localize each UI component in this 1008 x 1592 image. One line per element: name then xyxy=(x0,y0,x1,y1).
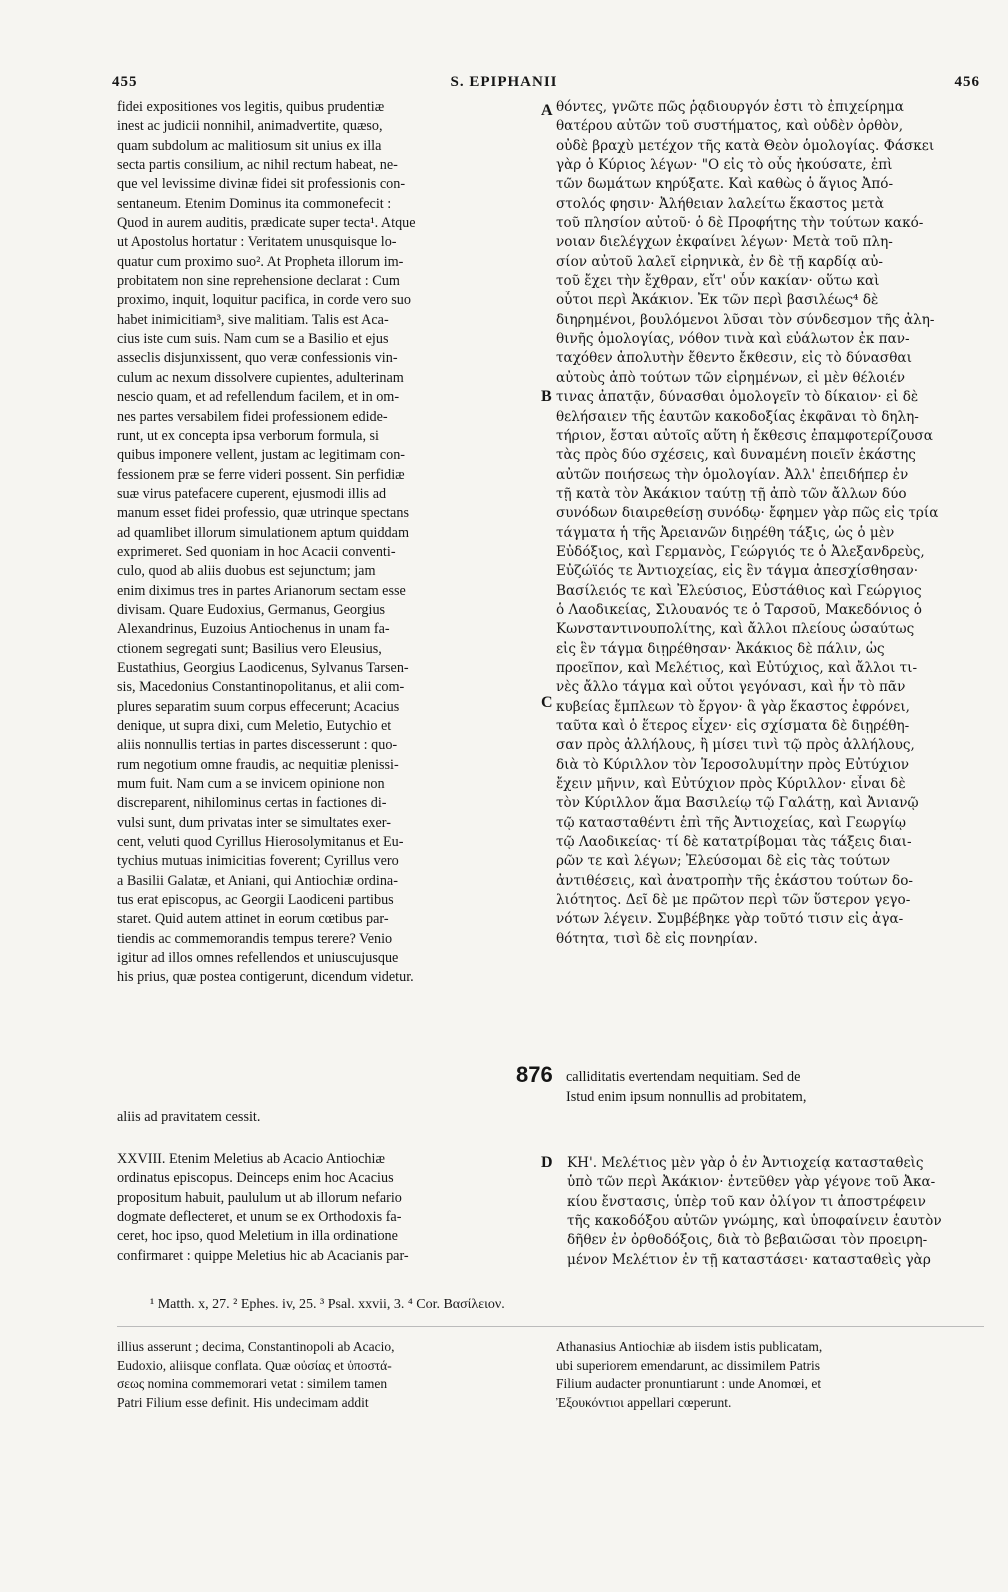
text-line: secta partis consilium, ac nihil rectum habeat, ne- xyxy=(117,157,398,174)
text-line: συνόδων διαιρεθείσῃ συνόδῳ· ἔφημεν γὰρ πῶς εἰς τρία xyxy=(556,505,939,522)
text-line: Κωνσταντινουπολίτης, καὶ ἄλλοι πλείους ὡσαύτως xyxy=(556,621,915,638)
text-line: rum negotium omne fraudis, ac nequitiæ plenissi- xyxy=(117,756,399,773)
greek-continuation-line xyxy=(566,1068,984,1087)
text-line: σίον αὐτοῦ λαλεῖ εἰρηνικὰ, ἐν δὲ τῇ καρδίᾳ αὐ- xyxy=(556,253,884,270)
text-line: denique, ut supra dixi, cum Meletio, Eutychio et xyxy=(117,718,392,734)
text-line: vulsi sunt, dum privatas inter se simultates exer- xyxy=(117,814,391,831)
text-line: nescio quam, et ad refellendum facilem, et in om- xyxy=(117,389,400,406)
text-line: XXVIII. Etenim Meletius ab Acacio Antiochiæ xyxy=(117,1151,385,1167)
text-line: ut Apostolus hortatur : Veritatem unusquisque lo- xyxy=(117,234,397,251)
text-line: sis, Macedonius Constantinopolitanus, et alii com- xyxy=(117,679,405,696)
text-line: τὰς πρὸς δύο σχέσεις, καὶ δυναμένη ποιεῖν ἑκάστης xyxy=(556,447,916,464)
text-line: cius iste cum suis. Nam cum se a Basilio et ejus xyxy=(117,331,389,348)
page-number-left: 455 xyxy=(112,74,138,90)
latin-continuation-line xyxy=(566,1088,984,1107)
text-line: διηρημένοι, βουλόμενοι λῦσαι τὸν σύνδεσμον τῆς ἀλη- xyxy=(556,311,935,328)
text-line: inest ac judicii nonnihil, animadvertite, quæso, xyxy=(117,118,383,135)
text-line: ὁ Λαοδικείας, Σιλουανός τε ὁ Ταρσοῦ, Μακεδόνιος ὁ xyxy=(556,601,922,618)
text-line: θινῆς ὁμολογίας, νόθον τινὰ καὶ εὐάλωτον ἐκ παν- xyxy=(556,331,910,348)
text-line: sentaneum. Etenim Dominus ita commonefecit : xyxy=(117,195,392,212)
footnote-divider xyxy=(117,1326,984,1327)
text-line: Alexandrinus, Euzoius Antiochenus in unam fa- xyxy=(117,621,390,638)
text-line: culo, quod ab aliis duobus est sejunctum; jam xyxy=(117,563,376,580)
text-line: εἰς ἓν τάγμα διῃρέθησαν· Ἀκάκιος δὲ πάλιν, ὡς xyxy=(556,640,885,657)
text-line: dogmate deflecteret, et unum se ex Orthodoxis fa- xyxy=(117,1209,402,1226)
text-line: tychius mutuas inimicitias foverent; Cyrillus vero xyxy=(117,853,399,870)
text-line: κυβείας ἔμπλεων τὸ ἔργον· ἃ γὰρ ἕκαστος ἐφρόνει, xyxy=(556,698,910,715)
text-line: Eudoxio, aliisque conflata. Quæ οὐσίας et ὑποστά- xyxy=(117,1357,392,1373)
text-line: Filium audacter pronuntiarunt : unde Anomœi, et xyxy=(556,1376,822,1391)
greek-column-bottom xyxy=(567,1154,984,1270)
text-line: τήριον, ἔσται αὐτοῖς αὕτη ἡ ἔκθεσις ἐπαμφοτερίζουσα xyxy=(556,427,933,444)
text-line: tiendis ac commemorandis tempus terere? Venio xyxy=(117,930,393,947)
text-line: γὰρ ὁ Κύριος λέγων· "Ο εἰς τὸ οὖς ἠκούσατε, ἐπὶ xyxy=(556,157,893,174)
text-line: τινας ἀπατᾷν, δύνασθαι ὁμολογεῖν τὸ δίκαιον· εἰ δὲ xyxy=(556,389,919,406)
text-line: aliis nonnullis tertias in partes discesserunt : quo- xyxy=(117,737,398,754)
text-line: ΚΗ'. Μελέτιος μὲν γὰρ ὁ ἐν Ἀντιοχείᾳ κατασταθεὶς xyxy=(567,1155,924,1171)
text-line: habet inimicitiam³, sive malitiam. Talis est Aca- xyxy=(117,311,389,328)
text-line: manum esset fidei professio, quæ utrinque spectans xyxy=(117,505,409,522)
text-line: calliditatis evertendam nequitiam. Sed de xyxy=(566,1069,801,1085)
text-line: Patri Filium esse definit. His undecimam addit xyxy=(117,1394,369,1410)
text-line: προεῖπον, καὶ Μελέτιος, καὶ Εὐτύχιος, καὶ ἄλλοι τι- xyxy=(556,659,918,676)
text-line: οὗτοι περὶ Ἀκάκιον. Ἐκ τῶν περὶ βασιλέως⁴ δὲ xyxy=(556,292,879,309)
text-line: θελήσαιεν τῆς ἑαυτῶν κακοδοξίας ἐκφᾶναι τὸ δηλη- xyxy=(556,408,919,425)
text-line: λιότητος. Δεῖ δὲ με πρῶτον περὶ τῶν ὕστερον γεγο- xyxy=(556,892,911,909)
text-line: διὰ τὸ Κύριλλον τὸν Ἱεροσολυμίτην πρὸς Εὐτύχιον xyxy=(556,756,910,773)
text-line: cent, veluti quod Cyrillus Hierosolymitanus et Eu- xyxy=(117,834,404,851)
text-line: τοῦ πλησίον αὐτοῦ· ὁ δὲ Προφήτης τὴν τούτων κακό- xyxy=(556,215,924,232)
text-line: plures separatim suum corpus effecerunt; Acacius xyxy=(117,698,400,715)
text-line: Βασίλειός τε καὶ Ἐλεύσιος, Εὐστάθιος καὶ Γεώργιος xyxy=(556,582,922,599)
text-line: νότων λέγειν. Συμβέβηκε γὰρ τοῦτό τισιν εἰς ἀγα- xyxy=(556,911,904,928)
text-line: tus erat episcopus, ac Georgii Laodiceni partibus xyxy=(117,892,394,909)
latin-column-top xyxy=(117,98,540,988)
text-line: θόντες, γνῶτε πῶς ῥᾳδιουργόν ἐστι τὸ ἐπιχείρημα xyxy=(556,99,904,115)
text-line: fidei expositiones vos legitis, quibus prudentiæ xyxy=(117,99,385,115)
text-line: quam subdolum ac malitiosum sit unius ex illa xyxy=(117,137,382,154)
text-line: mum fuit. Nam cum a se invicem opinione non xyxy=(117,776,385,793)
text-line: discreparent, nihilominus certas in factiones di- xyxy=(117,795,387,812)
text-line: ubi superiorem emendarunt, ac dissimilem Patris xyxy=(556,1357,820,1373)
text-line: αὐτῶν ποιήσεως τὴν ὁμολογίαν. Ἀλλ' ἐπειδήπερ ἐν xyxy=(556,466,909,483)
text-line: propositum habuit, paululum ut ab illorum nefario xyxy=(117,1189,402,1206)
text-line: τῷ κατασταθέντι ἐπὶ τῆς Ἀντιοχείας, καὶ Γεωργίῳ xyxy=(556,814,906,831)
page-number-right: 456 xyxy=(954,74,980,90)
text-line: σεως nomina commemorari vetat : similem tamen xyxy=(117,1376,388,1391)
text-line: fessionem præ se ferre videri possent. Sin perfidiæ xyxy=(117,466,405,483)
text-line: Ἐξουκόντιοι appellari cœperunt. xyxy=(556,1394,732,1410)
text-line: σαν πρὸς ἀλλήλους, ἢ μίσει τινὶ τῷ πρὸς ἀλλήλους, xyxy=(556,737,915,754)
text-line: his prius, quæ postea contigerunt, dicendum videtur. xyxy=(117,969,414,986)
text-line: quibus imponere vellent, justam ac legitimam con- xyxy=(117,447,406,464)
text-line: Istud enim ipsum nonnullis ad probitatem, xyxy=(566,1089,807,1105)
text-line: aliis ad pravitatem cessit. xyxy=(117,1109,261,1125)
text-line: θότητα, τισὶ δὲ εἰς πονηρίαν. xyxy=(556,930,758,947)
text-line: τὸν Κύριλλον ἅμα Βασιλείῳ τῷ Γαλάτῃ, καὶ Ἀνιανῷ xyxy=(556,795,919,812)
text-line: suæ virus patefacere cuperent, ejusmodi illis ad xyxy=(117,485,387,502)
text-line: quatur cum proximo suo². At Propheta illorum im- xyxy=(117,253,404,270)
text-line: τάγματα ἡ τῆς Ἀρειανῶν διῃρέθη τάξις, ὡς ὁ μὲν xyxy=(556,524,895,541)
text-line: κίου ἔνστασις, ὑπὲρ τοῦ καν ὀλίγον τι ἀποστρέφειν xyxy=(567,1193,926,1210)
text-line: τοῦ ἔχει τὴν ἔχθραν, εἴτ' οὖν κακίαν· οὕτω καὶ xyxy=(556,273,880,290)
text-line: a Basilii Galatæ, et Aniani, qui Antiochiæ ordina- xyxy=(117,872,398,889)
text-line: que vel levissime divinæ fidei sit professionis con- xyxy=(117,176,406,193)
section-marker-d: D xyxy=(541,1154,553,1171)
text-line: enim diximus tres in partes Arianorum sectam esse xyxy=(117,582,406,599)
text-line: Quod in aurem auditis, prædicate super tecta¹. Atque xyxy=(117,215,416,232)
text-line: asseclis disjunxissent, quo veræ confessionis vin- xyxy=(117,350,398,367)
text-line: δῆθεν ἐν ὀρθοδόξοις, διὰ τὸ βεβαιῶσαι τὸν προειρη- xyxy=(567,1232,928,1249)
text-line: ἀντιθέσεις, καὶ ἀνατροπὴν τῆς ἑκάστου τούτων δο- xyxy=(556,872,913,889)
text-line: ceret, hoc ipso, quod Meletium in illa ordinatione xyxy=(117,1228,398,1245)
latin-column-bottom xyxy=(117,1150,540,1266)
note-right xyxy=(556,1338,984,1412)
text-line: proximo, inquit, loquitur pacifica, in corde vero suo xyxy=(117,292,411,309)
section-marker-c: C xyxy=(541,694,553,711)
text-line: ταχόθεν ἀπολυτὴν ἔθεντο ἔκθεσιν, εἰς τὸ δύνασθαι xyxy=(556,350,912,367)
text-line: μένον Μελέτιον ἐν τῇ καταστάσει· κατασταθεὶς γὰρ xyxy=(567,1251,931,1268)
text-line: ordinatus episcopus. Deinceps enim hoc Acacius xyxy=(117,1170,394,1187)
text-line: ctionem segregati sunt; Basilius vero Eleusius, xyxy=(117,640,382,657)
text-line: τῇ κατὰ τὸν Ἀκάκιον ταύτῃ τῇ ἀπὸ τῶν ἄλλων δύο xyxy=(556,485,907,502)
text-line: divisam. Quare Eudoxius, Germanus, Georgius xyxy=(117,601,386,618)
text-line: οὐδὲ βραχὺ μετέχον τῆς κατὰ Θεὸν ὁμολογίας. Φάσκει xyxy=(556,137,935,154)
text-line: Εὐδόξιος, καὶ Γερμανὸς, Γεώργιός τε ὁ Ἀλεξανδρεὺς, xyxy=(556,543,925,560)
text-line: στολός φησιν· Ἀλήθειαν λαλείτω ἕκαστος μετὰ xyxy=(556,195,884,212)
text-line: Εὐζώϊός τε Ἀντιοχείας, εἰς ἓν τάγμα ἀπεσχίσθησαν· xyxy=(556,563,919,580)
text-line: Eustathius, Georgius Laodicenus, Sylvanus Tarsen- xyxy=(117,659,409,676)
section-marker-b: B xyxy=(541,388,552,405)
greek-column-top xyxy=(556,98,984,949)
text-line: culum ac nexum dissolvere cupientes, adulterinam xyxy=(117,369,404,386)
text-line: ταῦτα καὶ ὁ ἕτερος εἶχεν· εἰς σχίσματα δὲ διῃρέθη- xyxy=(556,718,910,734)
column-number: 876 xyxy=(516,1062,553,1087)
latin-continuation-end xyxy=(117,1108,540,1127)
text-line: τῷ Λαοδικείας· τί δὲ κατατρίβομαι τὰς τάξεις διαι- xyxy=(556,834,912,851)
text-line: τῆς κακοδόξου αὐτῶν γνώμης, καὶ ὑποφαίνειν ἑαυτὸν xyxy=(567,1213,942,1230)
running-title: S. EPIPHANII xyxy=(450,74,558,90)
text-line: αὐτοὺς ἀπὸ τούτων τῶν εἰρημένων, εἰ μὲν θέλοιέν xyxy=(556,369,906,386)
text-line: staret. Quid autem attinet in eorum cœtibus par- xyxy=(117,911,389,928)
text-line: ad quamlibet illorum simulationem aptum quiddam xyxy=(117,524,409,541)
text-line: ἔχειν μῆνιν, καὶ Εὐτύχιον πρὸς Κύριλλον· εἶναι δὲ xyxy=(556,776,906,793)
footnotes: ¹ Matth. x, 27. ² Ephes. iv, 25. ³ Psal. xxvii, 3. ⁴ Cor. Βασίλειον. xyxy=(150,1297,505,1312)
text-line: illius asserunt ; decima, Constantinopoli ab Acacio, xyxy=(117,1339,395,1354)
note-left xyxy=(117,1338,540,1412)
text-line: Athanasius Antiochiæ ab iisdem istis publicatam, xyxy=(556,1339,823,1354)
text-line: θατέρου αὐτῶν τοῦ συστήματος, καὶ οὐδὲν ὀρθὸν, xyxy=(556,118,904,135)
section-marker-a: A xyxy=(541,102,553,119)
text-line: nes partes versabilem fidei professionem edide- xyxy=(117,408,388,425)
text-line: ρῶν τε καὶ λέγων; Ἐλεύσομαι δὲ εἰς τὰς τούτων xyxy=(556,853,891,870)
text-line: confirmaret : quippe Meletius hic ab Acacianis par- xyxy=(117,1247,409,1264)
text-line: νοιαν διελέγχων ἐκφαίνει λέγων· Μετὰ τοῦ πλη- xyxy=(556,234,893,251)
text-line: τῶν δωμάτων κηρύξατε. Καὶ καθὼς ὁ ἅγιος Ἀπό- xyxy=(556,176,894,193)
text-line: runt, ut ex concepta ipsa verborum formula, si xyxy=(117,427,379,444)
text-line: probitatem non sine reprehensione declarat : Cum xyxy=(117,273,400,290)
text-line: ὑπὸ τῶν περὶ Ἀκάκιον· ἐντεῦθεν γὰρ γέγονε τοῦ Ἀκα- xyxy=(567,1174,936,1191)
text-line: exprimeret. Sed quoniam in hoc Acacii conventi- xyxy=(117,543,396,560)
text-line: igitur ad illos omnes refellendos et uniuscujusque xyxy=(117,950,399,967)
text-line: νὲς ἄλλο τάγμα καὶ οὗτοι γεγόνασι, καὶ ἦν τὸ πᾶν xyxy=(556,679,906,696)
